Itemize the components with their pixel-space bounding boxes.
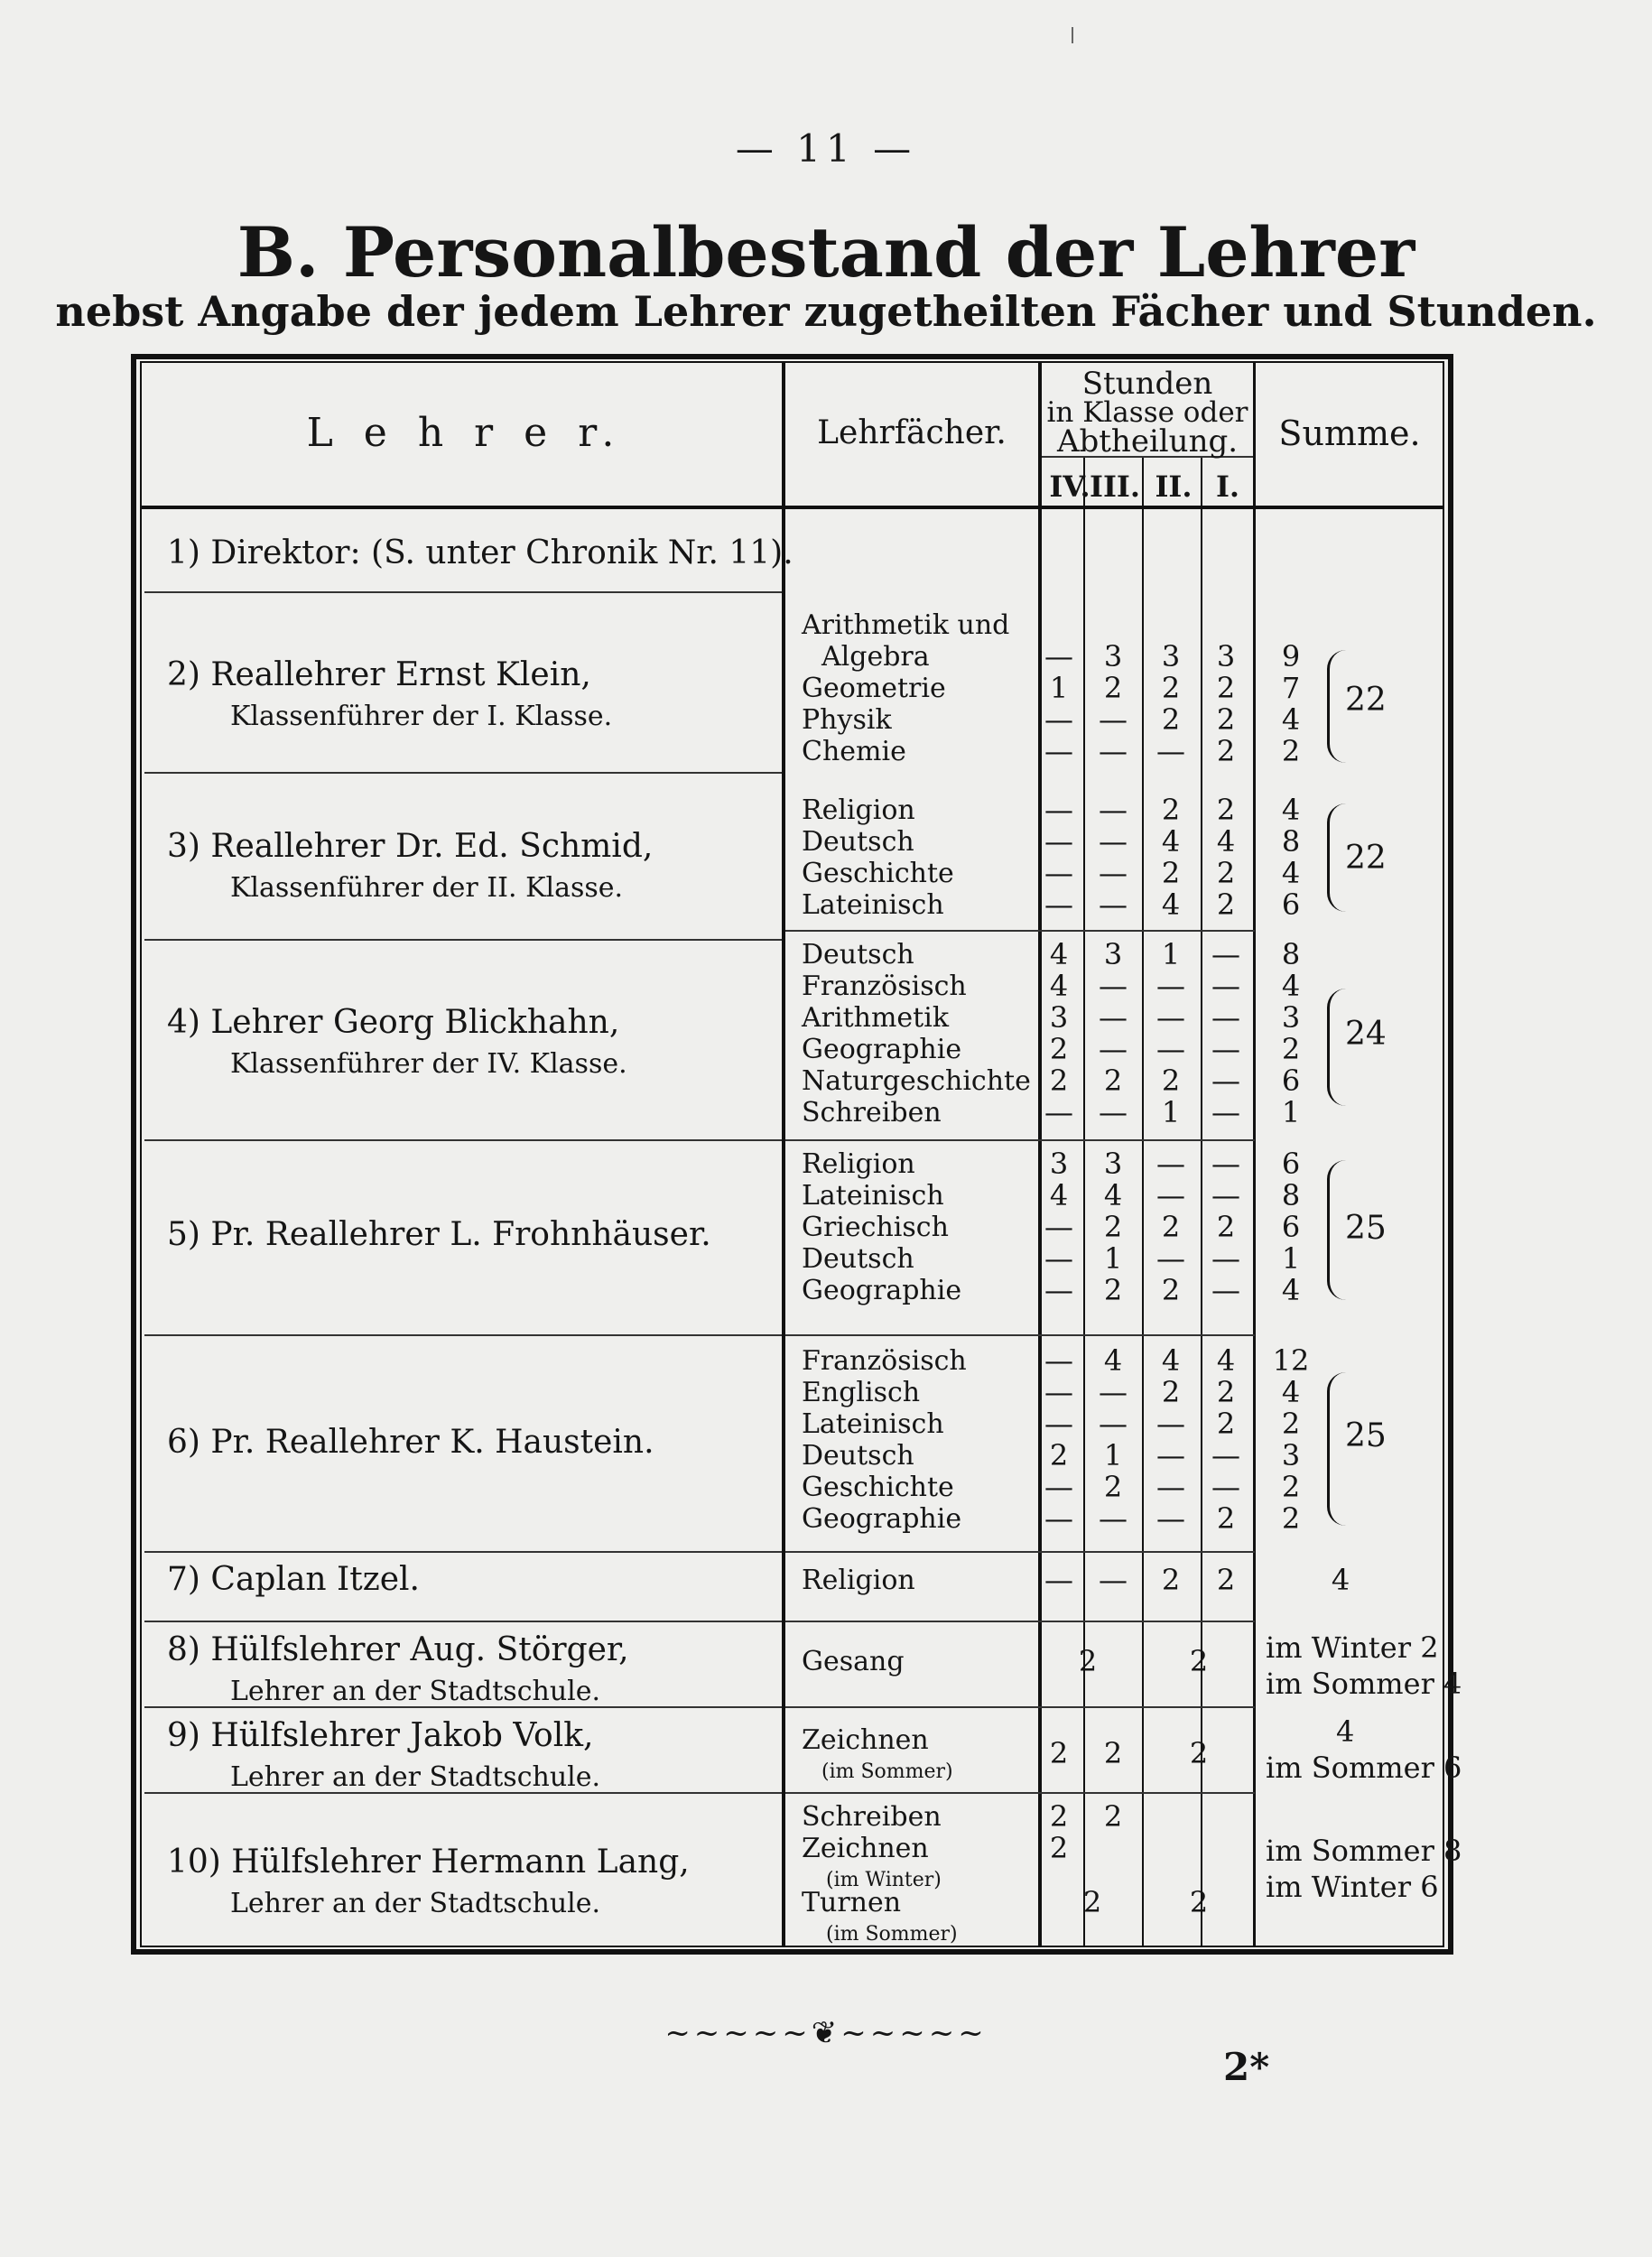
teacher-row-8 bbox=[167, 1630, 629, 1713]
hours-cell: — bbox=[1099, 734, 1128, 768]
hours-cell: 3 bbox=[1103, 1147, 1123, 1181]
hours-cell: 2 bbox=[1216, 702, 1236, 737]
hours-cell: — bbox=[1044, 1241, 1073, 1276]
hours-cell: — bbox=[1211, 1178, 1240, 1212]
hours-cell: — bbox=[1099, 1032, 1128, 1066]
hours-cell: — bbox=[1156, 1501, 1185, 1536]
teacher-row-10 bbox=[167, 1842, 690, 1925]
teacher-name: 10) Hülfslehrer Hermann Lang, bbox=[167, 1844, 690, 1881]
hours-cell: 2 bbox=[1216, 734, 1236, 768]
row-separator bbox=[144, 591, 782, 593]
page-title: B. Personalbestand der Lehrer bbox=[237, 212, 1415, 293]
hours-cell: 2 bbox=[1161, 671, 1181, 705]
row-separator bbox=[144, 1551, 782, 1553]
hours-cell: — bbox=[1099, 1501, 1128, 1536]
hours-cell: — bbox=[1044, 1407, 1073, 1441]
subject: Französisch bbox=[802, 971, 967, 1002]
hours-cell: 2 bbox=[1049, 1032, 1069, 1066]
hours-cell: — bbox=[1156, 1178, 1185, 1212]
hours-cell: 4 bbox=[1103, 1178, 1123, 1212]
subject: Lateinisch bbox=[802, 889, 944, 921]
hours-cell: — bbox=[1099, 1563, 1128, 1597]
seasonal-sum: im Winter 6 bbox=[1266, 1870, 1439, 1904]
hours-cell: — bbox=[1156, 1032, 1185, 1066]
row-separator bbox=[785, 1792, 1255, 1794]
column-rule-sum bbox=[1253, 361, 1256, 1947]
subject: Schreiben bbox=[802, 1097, 942, 1128]
print-mark bbox=[1072, 27, 1073, 43]
hours-cell: — bbox=[1211, 937, 1240, 971]
subject: Geschichte bbox=[802, 1472, 954, 1503]
ornament: ~~~~~❦~~~~~ bbox=[664, 2015, 988, 2051]
subject: Chemie bbox=[802, 736, 906, 767]
teacher-name: 9) Hülfslehrer Jakob Volk, bbox=[167, 1717, 594, 1754]
hours-cell: 2 bbox=[1049, 1799, 1069, 1834]
teacher-row-7 bbox=[167, 1559, 420, 1601]
hours-cell: 2 bbox=[1049, 1831, 1069, 1865]
hours-cell: 3 bbox=[1103, 639, 1123, 673]
subject: Geographie bbox=[802, 1275, 962, 1306]
hours-cell: — bbox=[1211, 1147, 1240, 1181]
hours-cell: — bbox=[1044, 1375, 1073, 1409]
row-sum: 4 bbox=[1281, 1375, 1301, 1409]
row-sum: 8 bbox=[1281, 1178, 1301, 1212]
seasonal-sum: im Winter 2 bbox=[1266, 1630, 1439, 1665]
subject: Deutsch bbox=[802, 939, 914, 971]
subject: Geschichte bbox=[802, 858, 954, 889]
subject: Geographie bbox=[802, 1503, 962, 1535]
hours-cell: — bbox=[1044, 1470, 1073, 1504]
hours-cell: 2 bbox=[1161, 1563, 1181, 1597]
row-sum: 4 bbox=[1281, 793, 1301, 827]
row-sum: 9 bbox=[1281, 639, 1301, 673]
brace bbox=[1327, 650, 1346, 763]
hours-cell: 2 bbox=[1082, 1885, 1102, 1919]
hours-cell: — bbox=[1156, 969, 1185, 1003]
hours-cell: 2 bbox=[1161, 1063, 1181, 1098]
row-separator bbox=[785, 1139, 1255, 1141]
hours-cell: 2 bbox=[1216, 887, 1236, 922]
subject: Zeichnen bbox=[802, 1833, 929, 1864]
row-sum: 1 bbox=[1281, 1241, 1301, 1276]
hours-cell: 2 bbox=[1161, 856, 1181, 890]
hours-cell: 2 bbox=[1161, 702, 1181, 737]
subject-note: (im Sommer) bbox=[826, 1923, 958, 1946]
hours-cell: — bbox=[1099, 702, 1128, 737]
group-total: 25 bbox=[1345, 1417, 1387, 1454]
subject-note: (im Winter) bbox=[826, 1869, 942, 1891]
hours-cell: — bbox=[1099, 887, 1128, 922]
hours-cell: — bbox=[1044, 639, 1073, 673]
row-sum: 4 bbox=[1281, 1273, 1301, 1307]
row-sum: 6 bbox=[1281, 1210, 1301, 1244]
teacher-name: 8) Hülfslehrer Aug. Störger, bbox=[167, 1631, 629, 1668]
hours-cell: 4 bbox=[1216, 1343, 1236, 1378]
row-sum: 2 bbox=[1281, 1407, 1301, 1441]
subject: Lateinisch bbox=[802, 1180, 944, 1212]
subject: Arithmetik bbox=[802, 1002, 950, 1034]
hours-cell: — bbox=[1099, 856, 1128, 890]
hours-cell: 2 bbox=[1103, 671, 1123, 705]
hours-cell: 4 bbox=[1049, 969, 1069, 1003]
row-sum: 4 bbox=[1331, 1563, 1350, 1597]
row-sum: 4 bbox=[1336, 1714, 1355, 1749]
hours-cell: 2 bbox=[1216, 793, 1236, 827]
hours-cell: — bbox=[1044, 1563, 1073, 1597]
hours-cell: — bbox=[1211, 1470, 1240, 1504]
row-sum: 2 bbox=[1281, 734, 1301, 768]
subject: Zeichnen bbox=[802, 1724, 929, 1756]
subject: Deutsch bbox=[802, 1243, 914, 1275]
subject: Geometrie bbox=[802, 673, 946, 704]
row-sum: 2 bbox=[1281, 1501, 1301, 1536]
hours-cell: — bbox=[1211, 1438, 1240, 1472]
header-stunden-1: Stunden bbox=[1081, 366, 1213, 402]
hours-cell: 2 bbox=[1103, 1063, 1123, 1098]
subject: Turnen bbox=[802, 1887, 902, 1918]
hours-cell: 1 bbox=[1103, 1241, 1123, 1276]
hours-cell: 2 bbox=[1161, 1375, 1181, 1409]
hours-cell: 4 bbox=[1049, 1178, 1069, 1212]
hours-cell: 2 bbox=[1189, 1644, 1209, 1678]
hours-cell: 3 bbox=[1103, 937, 1123, 971]
hours-cell: 2 bbox=[1216, 671, 1236, 705]
hours-cell: — bbox=[1044, 1273, 1073, 1307]
row-separator bbox=[144, 1139, 782, 1141]
teacher-role: Lehrer an der Stadtschule. bbox=[230, 1676, 601, 1707]
hours-cell: — bbox=[1099, 1407, 1128, 1441]
row-separator bbox=[785, 1334, 1255, 1336]
subject: Englisch bbox=[802, 1377, 921, 1408]
hours-cell: 2 bbox=[1103, 1470, 1123, 1504]
teacher-row-1 bbox=[167, 533, 794, 574]
row-sum: 6 bbox=[1281, 887, 1301, 922]
subject: Griechisch bbox=[802, 1212, 949, 1243]
page-subtitle: nebst Angabe der jedem Lehrer zugetheilten Fächer und Stunden. bbox=[55, 287, 1597, 336]
hours-cell: 3 bbox=[1161, 639, 1181, 673]
hours-cell: 2 bbox=[1216, 1563, 1236, 1597]
hours-cell: — bbox=[1156, 1438, 1185, 1472]
group-total: 25 bbox=[1345, 1210, 1387, 1247]
group-total: 22 bbox=[1345, 682, 1387, 719]
row-separator bbox=[785, 1551, 1255, 1553]
teacher-row-3 bbox=[167, 826, 653, 909]
teacher-row-9 bbox=[167, 1715, 600, 1798]
teacher-name: 5) Pr. Reallehrer L. Frohnhäuser. bbox=[167, 1216, 711, 1253]
hours-cell: — bbox=[1044, 1501, 1073, 1536]
row-sum: 4 bbox=[1281, 856, 1301, 890]
hours-cell: — bbox=[1156, 1000, 1185, 1035]
hours-cell: 4 bbox=[1216, 824, 1236, 859]
row-sum: 2 bbox=[1281, 1470, 1301, 1504]
row-separator bbox=[785, 1621, 1255, 1622]
hours-cell: — bbox=[1099, 824, 1128, 859]
hours-cell: — bbox=[1211, 1032, 1240, 1066]
hours-cell: 1 bbox=[1161, 937, 1181, 971]
hours-cell: — bbox=[1044, 887, 1073, 922]
brace bbox=[1327, 1372, 1346, 1526]
hours-cell: 2 bbox=[1103, 1273, 1123, 1307]
hours-cell: 2 bbox=[1078, 1644, 1098, 1678]
class-header-iv: IV. bbox=[1049, 469, 1091, 504]
hours-cell: — bbox=[1156, 1470, 1185, 1504]
hours-cell: — bbox=[1044, 824, 1073, 859]
header-stunden-2: in Klasse oder bbox=[1046, 396, 1248, 429]
brace bbox=[1327, 1160, 1346, 1300]
signature-mark: 2* bbox=[1223, 2045, 1270, 2089]
row-sum: 6 bbox=[1281, 1147, 1301, 1181]
group-total: 22 bbox=[1345, 840, 1387, 877]
hours-cell: 2 bbox=[1161, 1273, 1181, 1307]
hours-cell: — bbox=[1044, 856, 1073, 890]
header-subjects: Lehrfächer. bbox=[817, 414, 1007, 451]
subject: Algebra bbox=[821, 641, 930, 673]
hours-cell: — bbox=[1211, 1273, 1240, 1307]
row-separator bbox=[144, 1621, 782, 1622]
row-sum: 8 bbox=[1281, 937, 1301, 971]
hours-cell: 3 bbox=[1049, 1147, 1069, 1181]
hours-cell: — bbox=[1156, 1407, 1185, 1441]
row-sum: 12 bbox=[1272, 1343, 1310, 1378]
hours-cell: 2 bbox=[1216, 1210, 1236, 1244]
hours-cell: — bbox=[1099, 793, 1128, 827]
hours-cell: 4 bbox=[1161, 1343, 1181, 1378]
hours-cell: 2 bbox=[1189, 1736, 1209, 1770]
teacher-name: 7) Caplan Itzel. bbox=[167, 1561, 420, 1598]
hours-cell: — bbox=[1044, 1095, 1073, 1129]
hours-cell: — bbox=[1211, 1241, 1240, 1276]
hours-cell: 4 bbox=[1103, 1343, 1123, 1378]
class-header-i: I. bbox=[1215, 469, 1240, 504]
hours-cell: — bbox=[1156, 1241, 1185, 1276]
hours-cell: 2 bbox=[1161, 1210, 1181, 1244]
row-sum: 1 bbox=[1281, 1095, 1301, 1129]
teacher-name: 4) Lehrer Georg Blickhahn, bbox=[167, 1004, 620, 1041]
row-sum: 4 bbox=[1281, 969, 1301, 1003]
hours-cell: 2 bbox=[1216, 856, 1236, 890]
hours-cell: 2 bbox=[1049, 1736, 1069, 1770]
subject: Religion bbox=[802, 1148, 915, 1180]
group-total: 24 bbox=[1345, 1016, 1387, 1053]
hours-cell: 1 bbox=[1161, 1095, 1181, 1129]
row-sum: 6 bbox=[1281, 1063, 1301, 1098]
teacher-role: Lehrer an der Stadtschule. bbox=[230, 1761, 601, 1793]
subject: Naturgeschichte bbox=[802, 1065, 1031, 1097]
hours-cell: 2 bbox=[1103, 1210, 1123, 1244]
subject: Lateinisch bbox=[802, 1408, 944, 1440]
hours-cell: — bbox=[1044, 734, 1073, 768]
row-separator bbox=[144, 1334, 782, 1336]
hours-cell: — bbox=[1211, 1063, 1240, 1098]
seasonal-sum: im Sommer 6 bbox=[1266, 1751, 1462, 1785]
hours-cell: 1 bbox=[1103, 1438, 1123, 1472]
teacher-role: Klassenführer der II. Klasse. bbox=[230, 872, 624, 904]
brace bbox=[1327, 803, 1346, 912]
header-summe: Summe. bbox=[1278, 413, 1421, 453]
class-header-ii: II. bbox=[1155, 469, 1193, 504]
header-bottom-rule bbox=[142, 506, 1443, 509]
hours-cell: — bbox=[1099, 969, 1128, 1003]
hours-cell: — bbox=[1156, 734, 1185, 768]
row-sum: 3 bbox=[1281, 1438, 1301, 1472]
hours-cell: 3 bbox=[1049, 1000, 1069, 1035]
teacher-row-2 bbox=[167, 655, 612, 738]
header-teacher: L e h r e r. bbox=[306, 410, 624, 456]
hours-cell: 3 bbox=[1216, 639, 1236, 673]
row-sum: 7 bbox=[1281, 671, 1301, 705]
row-separator bbox=[785, 1706, 1255, 1708]
subject: Physik bbox=[802, 704, 892, 736]
teacher-role: Klassenführer der IV. Klasse. bbox=[230, 1048, 627, 1080]
hours-cell: — bbox=[1211, 1095, 1240, 1129]
subject: Deutsch bbox=[802, 1440, 914, 1472]
hours-cell: — bbox=[1156, 1147, 1185, 1181]
row-sum: 3 bbox=[1281, 1000, 1301, 1035]
subject-note: (im Sommer) bbox=[821, 1760, 953, 1783]
hours-cell: 2 bbox=[1189, 1885, 1209, 1919]
teacher-row-6 bbox=[167, 1422, 654, 1463]
subject: Französisch bbox=[802, 1345, 967, 1377]
hours-cell: 2 bbox=[1216, 1501, 1236, 1536]
class-header-iii: III. bbox=[1089, 469, 1141, 504]
row-sum: 8 bbox=[1281, 824, 1301, 859]
teacher-role: Klassenführer der I. Klasse. bbox=[230, 701, 613, 732]
hours-cell: 2 bbox=[1216, 1375, 1236, 1409]
header-stunden-3: Abtheilung. bbox=[1056, 423, 1239, 460]
subject: Geographie bbox=[802, 1034, 962, 1065]
subject: Schreiben bbox=[802, 1801, 942, 1833]
hours-cell: — bbox=[1099, 1000, 1128, 1035]
page-number: — 11 — bbox=[735, 126, 917, 171]
brace bbox=[1327, 989, 1346, 1106]
subject: Gesang bbox=[802, 1646, 905, 1677]
row-separator bbox=[785, 930, 1255, 932]
subject: Religion bbox=[802, 1565, 915, 1596]
hours-cell: 2 bbox=[1103, 1799, 1123, 1834]
hours-cell: 4 bbox=[1161, 824, 1181, 859]
hours-cell: 4 bbox=[1161, 887, 1181, 922]
hours-cell: — bbox=[1044, 1343, 1073, 1378]
hours-cell: — bbox=[1099, 1095, 1128, 1129]
hours-cell: — bbox=[1211, 1000, 1240, 1035]
subject: Deutsch bbox=[802, 826, 914, 858]
hours-cell: 1 bbox=[1049, 671, 1069, 705]
teacher-row-5 bbox=[167, 1214, 711, 1256]
hours-cell: 4 bbox=[1049, 937, 1069, 971]
teacher-name: 6) Pr. Reallehrer K. Haustein. bbox=[167, 1424, 654, 1461]
hours-cell: 2 bbox=[1103, 1736, 1123, 1770]
hours-cell: — bbox=[1099, 1375, 1128, 1409]
hours-cell: 2 bbox=[1049, 1063, 1069, 1098]
hours-cell: 2 bbox=[1161, 793, 1181, 827]
subject: Arithmetik und bbox=[802, 609, 1010, 641]
teacher-name: 3) Reallehrer Dr. Ed. Schmid, bbox=[167, 828, 654, 865]
seasonal-sum: im Sommer 8 bbox=[1266, 1834, 1462, 1868]
hours-cell: 2 bbox=[1049, 1438, 1069, 1472]
teacher-name: 1) Direktor: (S. unter Chronik Nr. 11). bbox=[167, 534, 794, 571]
teacher-role: Lehrer an der Stadtschule. bbox=[230, 1888, 601, 1919]
hours-cell: — bbox=[1044, 702, 1073, 737]
row-separator bbox=[144, 939, 782, 941]
teacher-row-4 bbox=[167, 1002, 627, 1085]
row-sum: 2 bbox=[1281, 1032, 1301, 1066]
column-rule-teacher bbox=[782, 361, 785, 1947]
subject: Religion bbox=[802, 794, 915, 826]
seasonal-sum: im Sommer 4 bbox=[1266, 1667, 1462, 1701]
row-sum: 4 bbox=[1281, 702, 1301, 737]
teacher-name: 2) Reallehrer Ernst Klein, bbox=[167, 656, 591, 693]
hours-cell: — bbox=[1044, 793, 1073, 827]
row-separator bbox=[144, 772, 782, 774]
hours-cell: — bbox=[1044, 1210, 1073, 1244]
hours-cell: 2 bbox=[1216, 1407, 1236, 1441]
hours-cell: — bbox=[1211, 969, 1240, 1003]
